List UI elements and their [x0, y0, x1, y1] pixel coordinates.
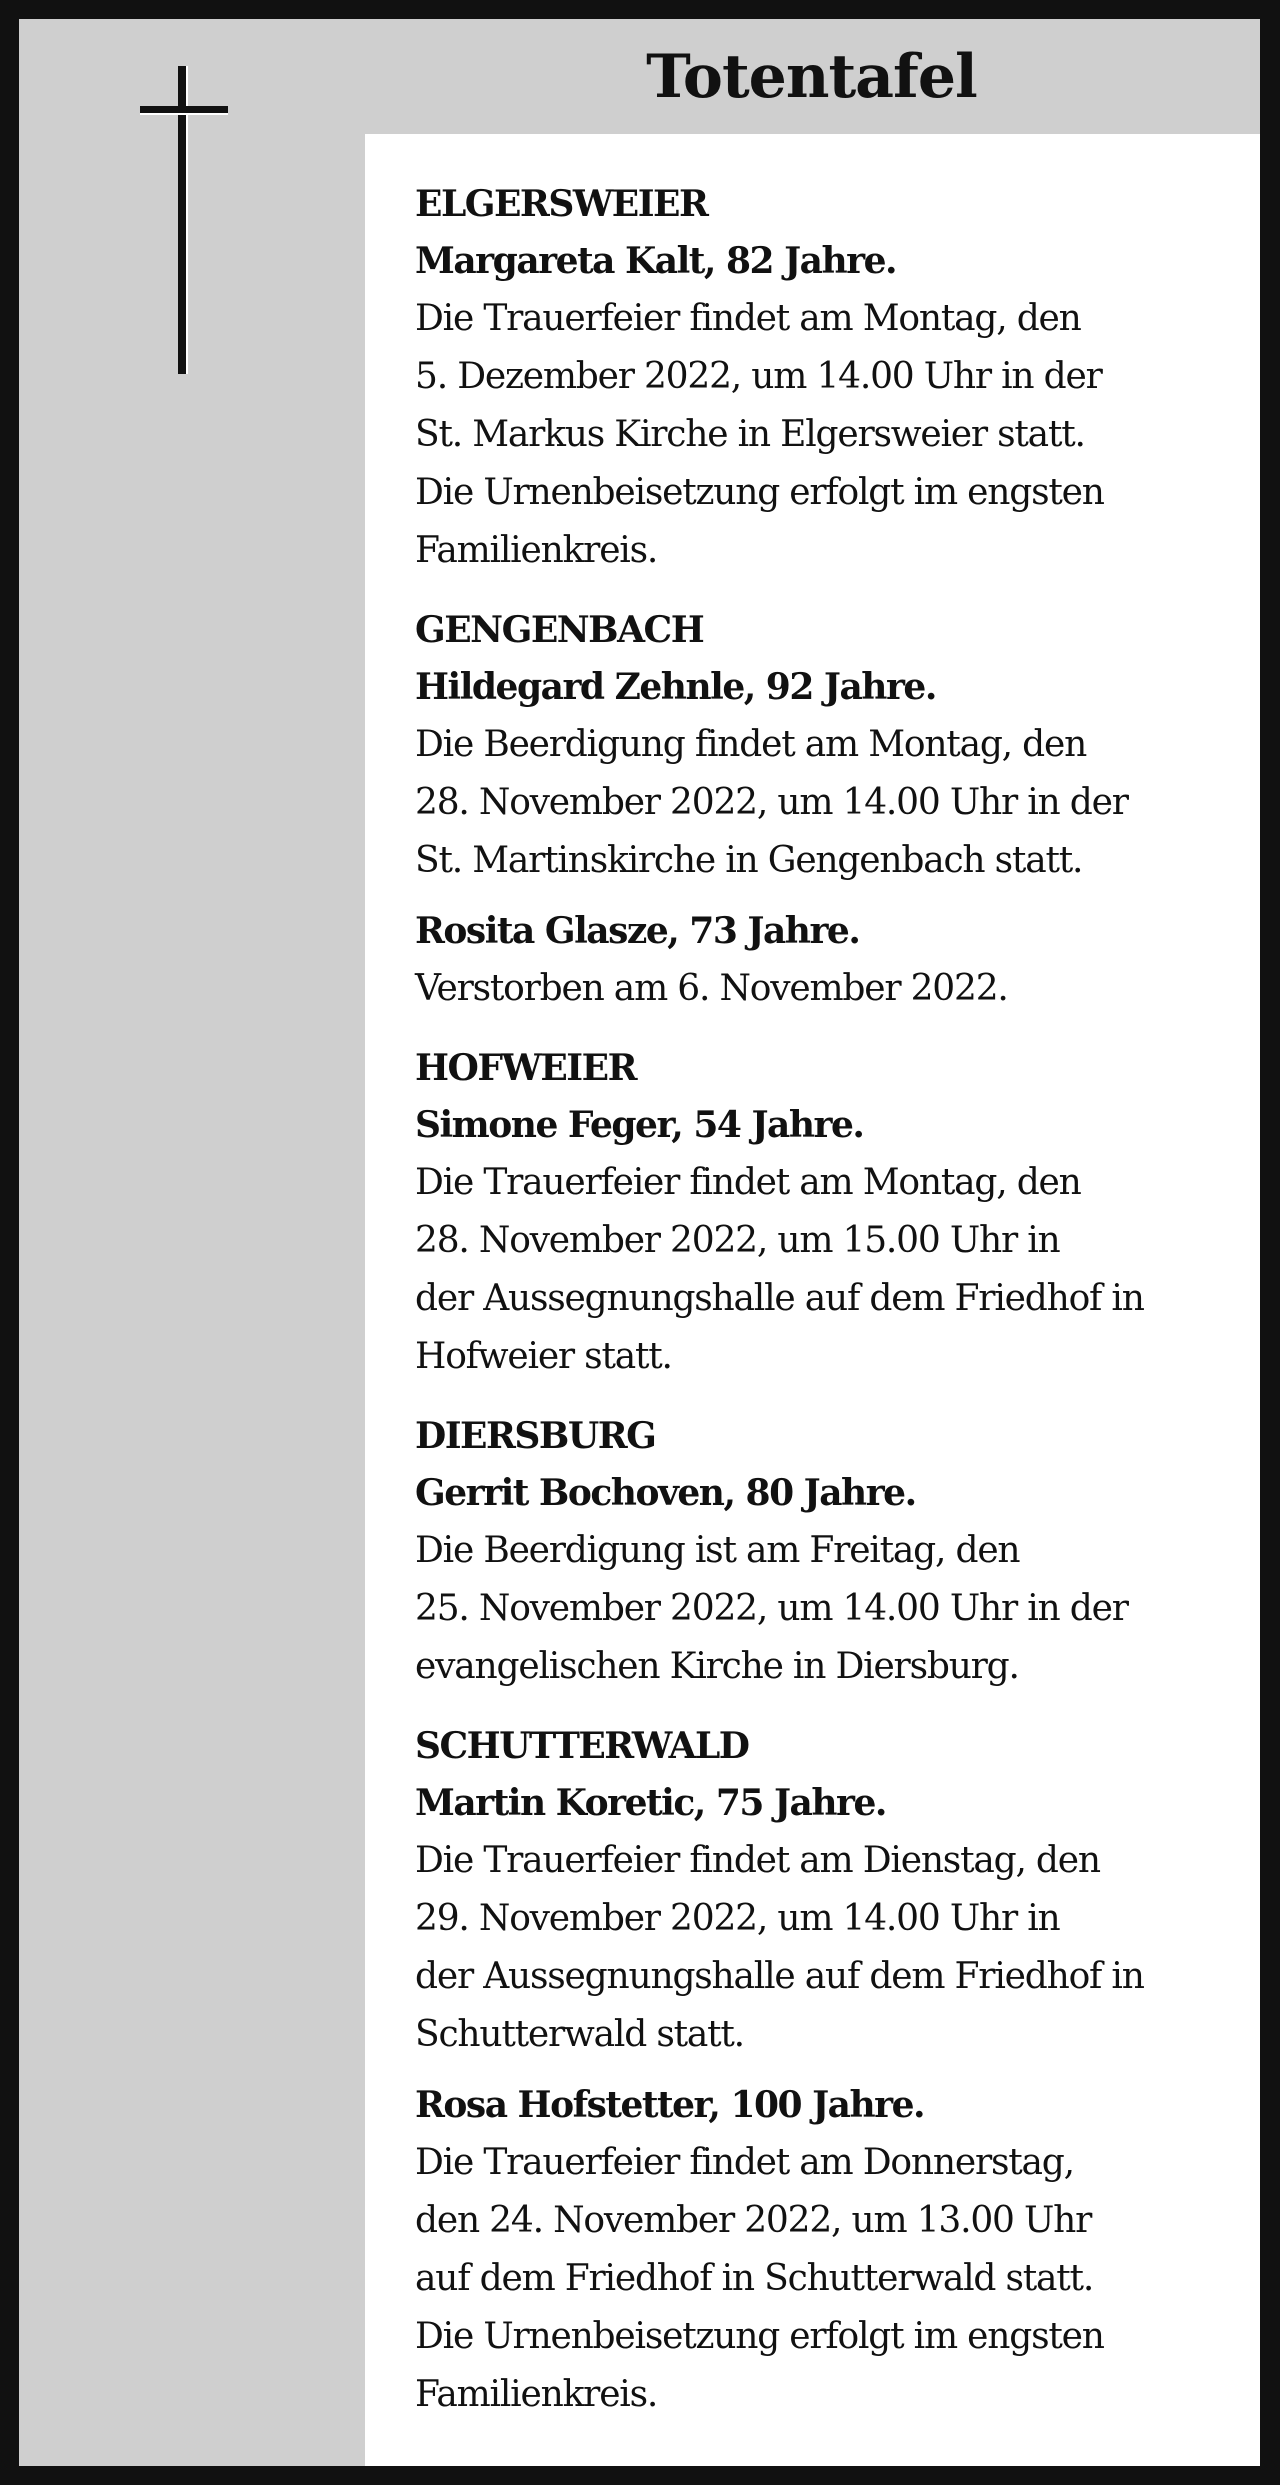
obituary-section — [415, 1408, 1240, 1696]
obituary-section — [415, 176, 1240, 580]
obituary-text-line: 29. November 2022, um 14.00 Uhr in — [415, 1898, 1060, 1939]
deceased-name: Gerrit Bochoven, 80 Jahre. — [415, 1472, 916, 1514]
obituary-list — [365, 134, 1260, 2466]
obituary-text-line: Die Urnenbeisetzung erfolgt im engsten — [415, 2316, 1104, 2357]
obituary-entry — [415, 1774, 1240, 2064]
deceased-name: Margareta Kalt, 82 Jahre. — [415, 240, 897, 282]
obituary-text-line: Die Urnenbeisetzung erfolgt im engsten — [415, 472, 1104, 513]
obituary-text-line: Verstorben am 6. November 2022. — [415, 968, 1008, 1009]
obituary-text-line: auf dem Friedhof in Schutterwald statt. — [415, 2258, 1094, 2299]
place-heading: ELGERSWEIER — [415, 183, 708, 225]
obituary-entry — [415, 232, 1240, 580]
obituary-text-line: Hofweier statt. — [415, 1336, 672, 1377]
obituary-text-line: Schutterwald statt. — [415, 2014, 744, 2055]
place-heading: DIERSBURG — [415, 1415, 656, 1457]
deceased-name: Rosita Glasze, 73 Jahre. — [415, 910, 860, 952]
obituary-text-line: Die Trauerfeier findet am Montag, den — [415, 1162, 1081, 1203]
obituary-text-line: der Aussegnungshalle auf dem Friedhof in — [415, 1278, 1144, 1319]
cross-icon — [19, 19, 363, 379]
obituary-section — [415, 1718, 1240, 2424]
deceased-name: Rosa Hofstetter, 100 Jahre. — [415, 2084, 925, 2126]
obituary-entry — [415, 1096, 1240, 1386]
obituary-text-line: 5. Dezember 2022, um 14.00 Uhr in der — [415, 356, 1102, 397]
obituary-entry — [415, 902, 1240, 1018]
obituary-text-line: 28. November 2022, um 15.00 Uhr in — [415, 1220, 1060, 1261]
obituary-text-line: evangelischen Kirche in Diersburg. — [415, 1646, 1019, 1687]
obituary-text-line: Familienkreis. — [415, 2374, 658, 2415]
deceased-name: Martin Koretic, 75 Jahre. — [415, 1782, 886, 1824]
obituary-section — [415, 1040, 1240, 1386]
obituary-text-line: Die Beerdigung findet am Montag, den — [415, 724, 1087, 765]
obituary-section — [415, 602, 1240, 1018]
obituary-text-line: den 24. November 2022, um 13.00 Uhr — [415, 2200, 1092, 2241]
obituary-entry — [415, 658, 1240, 890]
obituary-text-line: Die Beerdigung ist am Freitag, den — [415, 1530, 1020, 1571]
notice-panel — [19, 19, 1260, 2466]
obituary-text-line: Die Trauerfeier findet am Dienstag, den — [415, 1840, 1100, 1881]
deceased-name: Hildegard Zehnle, 92 Jahre. — [415, 666, 936, 708]
obituary-entry — [415, 2076, 1240, 2424]
deceased-name: Simone Feger, 54 Jahre. — [415, 1104, 864, 1146]
obituary-text-line: Die Trauerfeier findet am Donnerstag, — [415, 2142, 1074, 2183]
obituary-text-line: St. Martinskirche in Gengenbach statt. — [415, 840, 1083, 881]
obituary-text-line: Familienkreis. — [415, 530, 658, 571]
obituary-text-line: 25. November 2022, um 14.00 Uhr in der — [415, 1588, 1128, 1629]
obituary-text-line: St. Markus Kirche in Elgersweier statt. — [415, 414, 1085, 455]
obituary-text-line: der Aussegnungshalle auf dem Friedhof in — [415, 1956, 1144, 1997]
obituary-text-line: Die Trauerfeier findet am Montag, den — [415, 298, 1081, 339]
obituary-text-line: 28. November 2022, um 14.00 Uhr in der — [415, 782, 1128, 823]
place-heading: SCHUTTERWALD — [415, 1725, 749, 1767]
obituary-entry — [415, 1464, 1240, 1696]
place-heading: GENGENBACH — [415, 609, 704, 651]
page-title: Totentafel — [646, 41, 977, 112]
place-heading: HOFWEIER — [415, 1047, 636, 1089]
